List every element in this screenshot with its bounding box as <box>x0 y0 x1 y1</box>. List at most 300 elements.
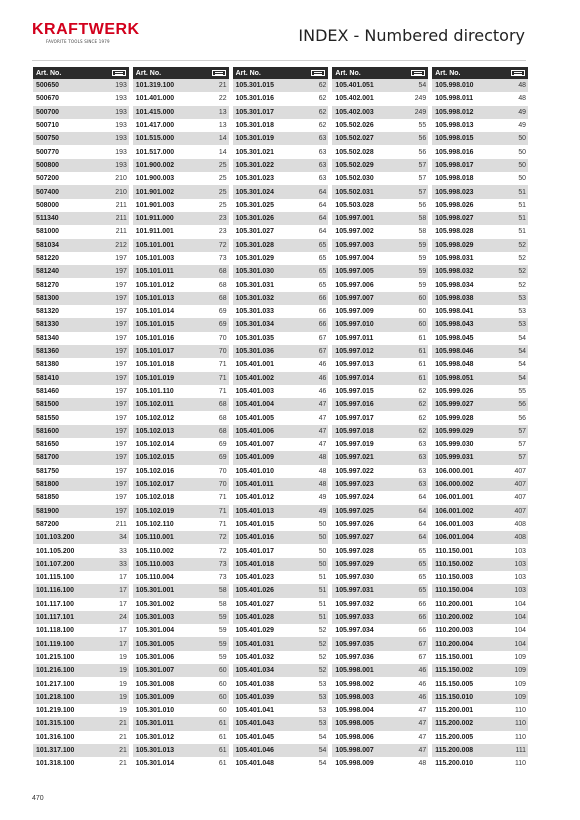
article-number: 105.301.024 <box>235 188 274 196</box>
header-divider <box>32 60 526 61</box>
page-reference: 21 <box>119 746 127 754</box>
page-reference: 21 <box>119 720 127 728</box>
page-reference: 62 <box>318 82 327 90</box>
article-number: 105.102.012 <box>135 414 175 422</box>
article-number: 105.401.011 <box>235 481 274 489</box>
page-reference: 59 <box>418 255 427 262</box>
index-row <box>432 717 528 730</box>
page-reference: 56 <box>418 148 427 156</box>
article-number: 105.997.033 <box>335 614 374 622</box>
page-reference: 46 <box>418 680 427 688</box>
index-row <box>332 438 428 451</box>
page-reference: 65 <box>318 255 327 262</box>
index-row <box>332 611 428 624</box>
index-row <box>33 744 129 757</box>
index-row <box>432 438 528 451</box>
article-number: 105.997.014 <box>335 374 374 382</box>
article-number: 101.401.000 <box>135 95 175 103</box>
column-header <box>233 67 329 79</box>
article-number: 115.150.001 <box>435 653 474 661</box>
article-number: 105.301.017 <box>235 108 274 116</box>
article-number: 101.119.100 <box>36 640 74 648</box>
index-row <box>432 691 528 704</box>
index-row <box>432 79 528 92</box>
article-number: 105.301.035 <box>235 334 274 342</box>
page-reference: 23 <box>218 215 227 223</box>
page-reference: 61 <box>418 374 427 382</box>
article-number: 105.998.027 <box>435 215 474 223</box>
index-row <box>33 677 129 690</box>
index-row <box>233 478 329 491</box>
page-reference: 52 <box>318 667 327 675</box>
index-row <box>332 425 428 438</box>
page-reference: 63 <box>418 467 427 475</box>
page-reference: 51 <box>518 215 526 223</box>
index-row <box>233 677 329 690</box>
article-number: 105.301.036 <box>235 348 274 356</box>
page-reference: 64 <box>418 534 427 542</box>
page-reference: 193 <box>115 122 127 130</box>
article-number: 115.200.005 <box>435 733 474 741</box>
article-number: 581550 <box>36 414 59 422</box>
article-number: 115.200.001 <box>435 707 474 715</box>
index-row <box>432 318 528 331</box>
article-number: 105.401.005 <box>235 414 274 422</box>
article-number: 105.997.013 <box>335 361 374 369</box>
article-number: 105.997.022 <box>335 467 374 475</box>
article-number: 105.102.018 <box>135 494 175 502</box>
article-number: 115.200.008 <box>435 746 474 754</box>
page-reference: 197 <box>115 401 127 409</box>
index-row <box>432 584 528 597</box>
article-number: 105.997.001 <box>335 215 374 223</box>
page-reference: 60 <box>418 321 427 329</box>
page-reference: 65 <box>418 574 427 582</box>
page-reference: 50 <box>318 534 327 542</box>
page-reference: 210 <box>115 175 127 183</box>
page-reference: 34 <box>119 534 127 542</box>
article-number: 581220 <box>36 255 59 262</box>
article-number: 581600 <box>36 427 59 435</box>
index-row <box>332 704 428 717</box>
article-number: 105.401.046 <box>235 746 274 754</box>
article-number: 105.110.004 <box>135 574 174 582</box>
page-reference: 62 <box>418 414 427 422</box>
article-number: 101.315.100 <box>36 720 75 728</box>
article-number: 105.401.027 <box>235 600 274 608</box>
article-number: 105.998.001 <box>335 667 374 675</box>
article-number: 105.998.004 <box>335 707 374 715</box>
page-reference: 51 <box>318 587 327 595</box>
page-reference: 65 <box>418 547 427 555</box>
index-row <box>33 79 129 92</box>
article-number: 105.997.004 <box>335 255 374 262</box>
page-reference: 47 <box>418 746 427 754</box>
article-number: 105.102.011 <box>135 401 174 409</box>
index-row <box>133 265 229 278</box>
index-row <box>133 425 229 438</box>
page-reference: 66 <box>418 614 427 622</box>
page-reference: 408 <box>514 520 526 528</box>
page-reference: 22 <box>218 95 227 103</box>
index-row <box>233 119 329 132</box>
article-number: 105.998.016 <box>435 148 474 156</box>
index-row <box>432 252 528 265</box>
article-number: 105.998.003 <box>335 693 374 701</box>
article-number: 105.401.034 <box>235 667 274 675</box>
page-reference: 47 <box>418 707 427 715</box>
index-row <box>133 637 229 650</box>
article-number: 101.318.100 <box>36 760 75 768</box>
page-reference: 71 <box>218 507 227 515</box>
article-number: 101.215.100 <box>36 653 75 661</box>
article-number: 101.317.100 <box>36 746 75 754</box>
article-number: 105.110.002 <box>135 547 174 555</box>
article-number: 105.997.021 <box>335 454 374 462</box>
article-number: 105.401.002 <box>235 374 274 382</box>
article-number: 581320 <box>36 308 59 316</box>
index-row <box>332 544 428 557</box>
index-row <box>233 558 329 571</box>
article-number: 105.301.029 <box>235 255 274 262</box>
page-reference: 71 <box>218 520 227 528</box>
article-number: 500650 <box>36 82 59 90</box>
index-row <box>33 757 129 770</box>
article-number: 105.997.009 <box>335 308 374 316</box>
index-row <box>33 465 129 478</box>
article-number: 105.301.032 <box>235 294 274 302</box>
page-reference: 54 <box>318 760 327 768</box>
index-row <box>33 664 129 677</box>
article-number: 105.101.110 <box>135 387 174 395</box>
page-reference: 197 <box>115 414 127 422</box>
article-number: 105.301.019 <box>235 135 274 143</box>
page-reference: 68 <box>218 294 227 302</box>
index-row <box>233 518 329 531</box>
index-row <box>332 212 428 225</box>
article-number: 105.301.007 <box>135 667 175 675</box>
index-row <box>432 106 528 119</box>
page-reference: 197 <box>115 441 127 449</box>
page-reference: 211 <box>115 215 127 223</box>
page-reference: 63 <box>418 454 427 462</box>
article-number: 105.401.048 <box>235 760 274 768</box>
page-reference: 249 <box>414 108 427 116</box>
article-number: 106.001.002 <box>435 507 474 515</box>
page-reference: 62 <box>418 387 427 395</box>
page-reference: 70 <box>218 334 227 342</box>
page-reference: 104 <box>514 627 526 635</box>
index-row <box>432 332 528 345</box>
page-reference: 17 <box>119 627 127 635</box>
page-reference: 47 <box>418 733 427 741</box>
index-row <box>332 584 428 597</box>
index-row <box>233 425 329 438</box>
index-row <box>33 265 129 278</box>
page-reference: 47 <box>318 427 327 435</box>
article-number: 581500 <box>36 401 59 409</box>
page-reference: 67 <box>318 334 327 342</box>
page-reference: 47 <box>318 414 327 422</box>
page-reference: 60 <box>218 707 227 715</box>
article-number: 101.117.101 <box>36 614 74 622</box>
index-row <box>233 172 329 185</box>
article-number: 105.997.030 <box>335 574 374 582</box>
page-reference: 67 <box>418 640 427 648</box>
index-row <box>133 185 229 198</box>
page-reference: 69 <box>218 321 227 329</box>
page-reference: 48 <box>318 467 327 475</box>
index-row <box>233 225 329 238</box>
page-reference: 60 <box>418 294 427 302</box>
page-reference: 64 <box>318 201 327 209</box>
page-reference: 47 <box>318 401 327 409</box>
article-number: 105.998.048 <box>435 361 474 369</box>
article-number: 101.517.000 <box>135 148 175 156</box>
page-reference: 63 <box>318 148 327 156</box>
article-number: 115.150.005 <box>435 680 474 688</box>
page-reference: 68 <box>218 401 227 409</box>
page-reference: 210 <box>115 188 127 196</box>
page-reference: 46 <box>318 387 327 395</box>
article-number: 101.219.100 <box>36 707 75 715</box>
page-reference: 19 <box>119 707 127 715</box>
index-row <box>432 159 528 172</box>
page-reference: 24 <box>119 614 127 622</box>
article-number: 105.401.018 <box>235 560 274 568</box>
article-number: 105.401.009 <box>235 454 274 462</box>
article-number: 105.301.026 <box>235 215 274 223</box>
catalog-page-icon <box>511 70 525 76</box>
article-number: 105.997.024 <box>335 494 374 502</box>
article-number: 105.401.028 <box>235 614 274 622</box>
index-row <box>432 145 528 158</box>
article-number: 500700 <box>36 108 59 116</box>
article-number: 581800 <box>36 481 59 489</box>
index-column <box>33 67 129 770</box>
page-reference: 66 <box>318 321 327 329</box>
page-reference: 197 <box>115 361 127 369</box>
index-row <box>332 278 428 291</box>
page-reference: 50 <box>318 520 327 528</box>
article-number: 101.417.000 <box>135 122 175 130</box>
page-reference: 69 <box>218 308 227 316</box>
article-number: 105.998.023 <box>435 188 474 196</box>
article-number: 105.401.003 <box>235 387 274 395</box>
index-row <box>133 584 229 597</box>
article-number: 105.301.016 <box>235 95 274 103</box>
index-row <box>432 172 528 185</box>
page-reference: 46 <box>418 693 427 701</box>
index-row <box>133 172 229 185</box>
page-reference: 51 <box>518 188 526 196</box>
page-reference: 50 <box>518 148 526 156</box>
page-reference: 61 <box>218 760 227 768</box>
page-reference: 54 <box>518 374 526 382</box>
article-number: 105.998.012 <box>435 108 474 116</box>
page-reference: 110 <box>514 733 526 741</box>
article-number: 581300 <box>36 294 59 302</box>
article-number: 105.998.007 <box>335 746 374 754</box>
index-row <box>233 691 329 704</box>
page-reference: 109 <box>514 693 526 701</box>
page-reference: 53 <box>518 321 526 329</box>
index-row <box>33 372 129 385</box>
index-row <box>33 611 129 624</box>
index-row <box>33 345 129 358</box>
page-reference: 109 <box>514 653 526 661</box>
page-reference: 64 <box>318 188 327 196</box>
page-reference: 17 <box>119 640 127 648</box>
index-row <box>133 345 229 358</box>
page-reference: 68 <box>218 281 227 289</box>
index-row <box>133 611 229 624</box>
index-row <box>332 145 428 158</box>
article-number: 105.102.013 <box>135 427 175 435</box>
page-reference: 50 <box>518 175 526 183</box>
page-reference: 197 <box>115 308 127 316</box>
index-row <box>133 278 229 291</box>
page-reference: 197 <box>115 294 127 302</box>
index-row <box>133 438 229 451</box>
page-reference: 63 <box>318 161 327 169</box>
article-number: 115.200.002 <box>435 720 474 728</box>
index-row <box>133 318 229 331</box>
index-row <box>233 372 329 385</box>
article-number: 101.316.100 <box>36 733 75 741</box>
page-reference: 52 <box>518 268 526 276</box>
article-number: 105.401.032 <box>235 653 274 661</box>
page-reference: 58 <box>218 600 227 608</box>
page-reference: 69 <box>218 441 227 449</box>
index-row <box>233 159 329 172</box>
index-row <box>133 598 229 611</box>
page-reference: 49 <box>518 108 526 116</box>
article-number: 581240 <box>36 268 59 276</box>
article-number: 105.997.034 <box>335 627 374 635</box>
article-number: 105.110.003 <box>135 560 174 568</box>
article-number: 105.301.023 <box>235 175 274 183</box>
page-reference: 17 <box>119 574 127 582</box>
page-reference: 64 <box>318 228 327 236</box>
page-reference: 110 <box>514 760 526 768</box>
page-reference: 51 <box>318 600 327 608</box>
article-number: 105.301.006 <box>135 653 175 661</box>
page-reference: 193 <box>115 135 127 143</box>
index-row <box>332 92 428 105</box>
index-row <box>332 598 428 611</box>
article-number: 105.502.031 <box>335 188 374 196</box>
article-number: 500710 <box>36 122 59 130</box>
index-row <box>233 531 329 544</box>
article-number: 105.998.028 <box>435 228 474 236</box>
index-row <box>432 132 528 145</box>
page-reference: 48 <box>518 82 526 90</box>
index-row <box>33 731 129 744</box>
article-number: 105.998.045 <box>435 334 474 342</box>
page-reference: 211 <box>115 228 127 236</box>
page-reference: 25 <box>218 161 227 169</box>
index-row <box>133 159 229 172</box>
page-reference: 55 <box>418 122 427 130</box>
index-row <box>332 398 428 411</box>
page-reference: 193 <box>115 161 127 169</box>
index-row <box>33 145 129 158</box>
article-number: 105.301.012 <box>135 733 175 741</box>
article-number: 105.997.017 <box>335 414 374 422</box>
index-row <box>233 212 329 225</box>
article-number: 105.998.018 <box>435 175 474 183</box>
page-reference: 57 <box>518 441 526 449</box>
article-number: 101.415.000 <box>135 108 175 116</box>
article-number: 105.997.002 <box>335 228 374 236</box>
index-row <box>233 385 329 398</box>
page-reference: 65 <box>418 560 427 568</box>
page-reference: 111 <box>515 746 526 754</box>
page-reference: 72 <box>218 547 227 555</box>
article-number: 106.000.001 <box>435 467 474 475</box>
page-reference: 50 <box>518 135 526 143</box>
article-number: 105.301.031 <box>235 281 274 289</box>
article-number: 101.515.000 <box>135 135 175 143</box>
index-row <box>233 278 329 291</box>
index-row <box>133 411 229 424</box>
page-reference: 23 <box>218 228 227 236</box>
article-number: 101.901.002 <box>135 188 175 196</box>
index-row <box>233 292 329 305</box>
article-number: 105.998.010 <box>435 82 474 90</box>
page-reference: 103 <box>514 574 526 582</box>
column-header-label: Art. No. <box>235 69 261 77</box>
page-reference: 60 <box>218 693 227 701</box>
page-reference: 21 <box>218 82 227 90</box>
article-number: 105.101.003 <box>135 255 175 262</box>
index-row <box>33 411 129 424</box>
column-header-label: Art. No. <box>335 69 361 77</box>
article-number: 105.301.003 <box>135 614 175 622</box>
index-row <box>432 571 528 584</box>
index-row <box>133 478 229 491</box>
article-number: 115.150.002 <box>435 667 474 675</box>
article-number: 507200 <box>36 175 59 183</box>
page-reference: 59 <box>218 653 227 661</box>
page-reference: 62 <box>318 95 327 103</box>
index-row <box>332 225 428 238</box>
article-number: 105.401.039 <box>235 693 274 701</box>
page-reference: 197 <box>115 494 127 502</box>
index-row <box>33 385 129 398</box>
article-number: 105.301.021 <box>235 148 274 156</box>
page-reference: 109 <box>514 667 526 675</box>
article-number: 581380 <box>36 361 59 369</box>
article-number: 101.900.003 <box>135 175 175 183</box>
article-number: 105.998.002 <box>335 680 374 688</box>
page-reference: 71 <box>218 374 227 382</box>
page-reference: 197 <box>115 348 127 356</box>
article-number: 105.998.017 <box>435 161 474 169</box>
article-number: 105.301.004 <box>135 627 175 635</box>
article-number: 101.103.200 <box>36 534 75 542</box>
article-number: 101.319.100 <box>135 82 175 90</box>
index-row <box>233 664 329 677</box>
index-row <box>133 717 229 730</box>
index-row <box>332 411 428 424</box>
page-reference: 17 <box>119 600 127 608</box>
article-number: 105.301.014 <box>135 760 175 768</box>
article-number: 105.102.015 <box>135 454 175 462</box>
page-reference: 50 <box>318 547 327 555</box>
page-reference: 53 <box>318 693 327 701</box>
